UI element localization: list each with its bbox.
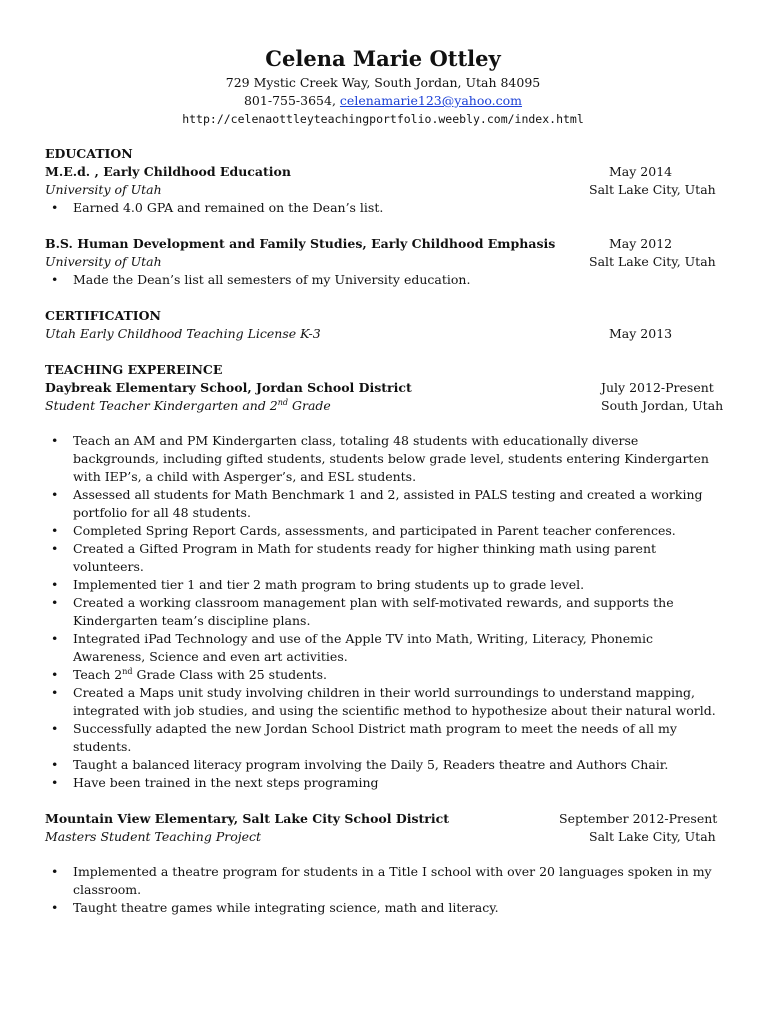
portfolio-url[interactable]: http://celenaottleyteachingportfolio.weebly.com/index.html bbox=[182, 112, 584, 126]
certification-row bbox=[45, 325, 721, 343]
address-line: 729 Mystic Creek Way, South Jordan, Utah 84095 bbox=[225, 75, 541, 90]
list-item: • Assessed all students for Math Benchmark 1 and 2, assisted in PALS testing and created a working portfolio for all 48 students. bbox=[45, 486, 721, 522]
email-link[interactable]: celenamarie123@yahoo.com bbox=[339, 93, 523, 108]
list-item: • Made the Dean’s list all semesters of my University education. bbox=[45, 271, 721, 289]
degree-row bbox=[45, 163, 721, 181]
degree-date: May 2012 bbox=[609, 236, 673, 251]
education-heading: EDUCATION bbox=[45, 146, 133, 161]
employer-row bbox=[45, 379, 721, 397]
list-item: • Created a working classroom management plan with self-motivated rewards, and supports the Kindergarten team’s discipline plans. bbox=[45, 594, 721, 630]
education-entry bbox=[45, 163, 721, 217]
school-name: University of Utah bbox=[45, 182, 162, 197]
education-entry bbox=[45, 235, 721, 289]
license-name: Utah Early Childhood Teaching License K-3 bbox=[45, 326, 321, 341]
teaching-heading: TEACHING EXPEREINCE bbox=[45, 362, 223, 377]
education-bullets bbox=[45, 271, 721, 289]
job-dates: July 2012-Present bbox=[601, 380, 714, 395]
license-date: May 2013 bbox=[609, 326, 673, 341]
phone-email-line bbox=[45, 92, 721, 110]
degree-title: M.E.d. , Early Childhood Education bbox=[45, 164, 291, 179]
job-dates: September 2012-Present bbox=[559, 811, 718, 826]
resume-page bbox=[45, 46, 724, 917]
job-location: South Jordan, Utah bbox=[601, 398, 724, 413]
school-row bbox=[45, 181, 721, 199]
list-item: • Implemented tier 1 and tier 2 math program to bring students up to grade level. bbox=[45, 576, 721, 594]
list-item: • Taught theatre games while integrating science, math and literacy. bbox=[45, 899, 721, 917]
employer-name: Mountain View Elementary, Salt Lake City School District bbox=[45, 811, 449, 826]
job-entry bbox=[45, 810, 721, 917]
school-name: University of Utah bbox=[45, 254, 162, 269]
list-item: • Integrated iPad Technology and use of the Apple TV into Math, Writing, Literacy, Phonemic Awareness, Science and even art activities. bbox=[45, 630, 721, 666]
list-item: • Taught a balanced literacy program involving the Daily 5, Readers theatre and Authors Chair. bbox=[45, 756, 721, 774]
list-item: • Created a Maps unit study involving children in their world surroundings to understand mapping, integrated with job studies, and using the scientific method to hypothesize about their natural world. bbox=[45, 684, 721, 720]
job-entry bbox=[45, 379, 724, 792]
list-item: • Completed Spring Report Cards, assessments, and participated in Parent teacher conferences. bbox=[45, 522, 721, 540]
list-item: • Successfully adapted the new Jordan School District math program to meet the needs of all my students. bbox=[45, 720, 721, 756]
job-location: Salt Lake City, Utah bbox=[589, 829, 716, 844]
degree-date: May 2014 bbox=[609, 164, 673, 179]
resume-name: Celena Marie Ottley bbox=[265, 46, 501, 71]
school-location: Salt Lake City, Utah bbox=[589, 182, 716, 197]
employer-row bbox=[45, 810, 721, 828]
job-bullets bbox=[45, 432, 721, 792]
degree-row bbox=[45, 235, 721, 253]
certification-heading: CERTIFICATION bbox=[45, 308, 161, 323]
portfolio-url-line bbox=[45, 110, 721, 128]
education-bullets bbox=[45, 199, 721, 217]
list-item: • Have been trained in the next steps programing bbox=[45, 774, 721, 792]
list-item: • Implemented a theatre program for students in a Title I school with over 20 languages spoken in my classroom. bbox=[45, 863, 721, 899]
role-row bbox=[45, 397, 724, 415]
list-item: • Teach 2nd Grade Class with 25 students. bbox=[45, 666, 721, 684]
job-bullets bbox=[45, 863, 721, 917]
list-item: • Teach an AM and PM Kindergarten class, totaling 48 students with educationally diverse backgrounds, including gifted students, students below grade level, students entering Kindergarten with IEP’s, a child with Asperger’s, and ESL students. bbox=[45, 432, 721, 486]
list-item: • Created a Gifted Program in Math for students ready for higher thinking math using parent volunteers. bbox=[45, 540, 721, 576]
school-row bbox=[45, 253, 721, 271]
role-row bbox=[45, 828, 721, 846]
employer-name: Daybreak Elementary School, Jordan School District bbox=[45, 380, 412, 395]
job-role: Student Teacher Kindergarten and 2nd Grade bbox=[45, 397, 331, 413]
phone-number: 801-755-3654, bbox=[243, 93, 336, 108]
job-role: Masters Student Teaching Project bbox=[45, 829, 262, 844]
list-item: • Earned 4.0 GPA and remained on the Dean’s list. bbox=[45, 199, 721, 217]
degree-title: B.S. Human Development and Family Studies, Early Childhood Emphasis bbox=[45, 236, 556, 251]
school-location: Salt Lake City, Utah bbox=[589, 254, 716, 269]
